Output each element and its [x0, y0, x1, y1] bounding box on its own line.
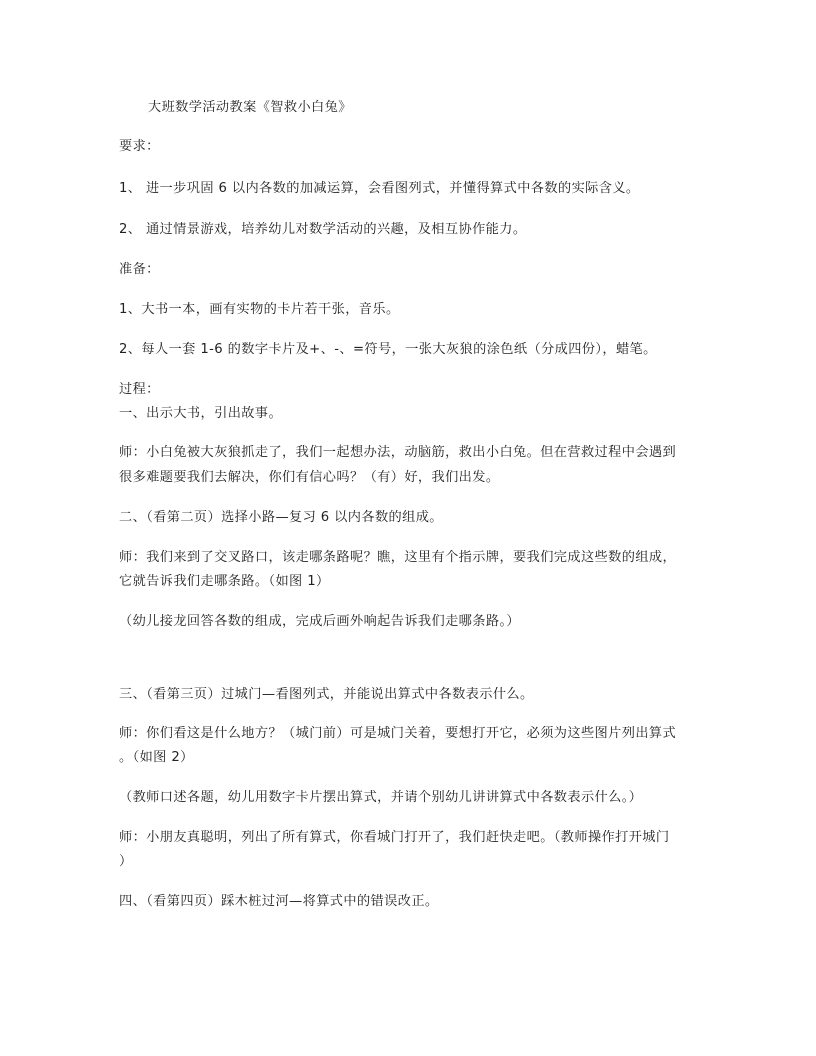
step-heading-1: 一、出示大书，引出故事。: [119, 406, 283, 421]
paragraph-line: ）: [119, 854, 133, 869]
paragraph-line: 。（如图 2）: [119, 750, 194, 765]
step-heading-3: 三、（看第三页）过城门—看图列式，并能说出算式中各数表示什么。: [119, 687, 534, 702]
step-heading-2: 二、（看第二页）选择小路—复习 6 以内各数的组成。: [119, 510, 443, 525]
document-title: 大班数学活动教案《智救小白兔》: [148, 100, 352, 115]
paragraph-line: （幼儿接龙回答各数的组成，完成后画外响起告诉我们走哪条路。）: [119, 614, 521, 629]
requirement-item-2: 2、 通过情景游戏，培养幼儿对数学活动的兴趣，及相互协作能力。: [119, 222, 527, 237]
step-heading-4: 四、（看第四页）踩木桩过河—将算式中的错误改正。: [119, 894, 439, 909]
section-heading-requirements: 要求：: [119, 139, 160, 154]
paragraph-line: 师：小白兔被大灰狼抓走了，我们一起想办法，动脑筋，救出小白兔。但在营救过程中会遇到: [119, 445, 677, 460]
paragraph-line: 很多难题要我们去解决，你们有信心吗？（有）好，我们出发。: [119, 470, 500, 485]
preparation-item-1: 1、大书一本，画有实物的卡片若干张，音乐。: [119, 302, 400, 317]
paragraph-line: 师：我们来到了交叉路口，该走哪条路呢？瞧，这里有个指示牌，要我们完成这些数的组成，: [119, 550, 677, 565]
section-heading-process: 过程：: [119, 382, 160, 397]
section-heading-preparation: 准备：: [119, 262, 160, 277]
paragraph-line: 师：你们看这是什么地方？（城门前）可是城门关着，要想打开它，必须为这些图片列出算式: [119, 726, 677, 741]
requirement-item-1: 1、 进一步巩固 6 以内各数的加减运算，会看图列式，并懂得算式中各数的实际含义。: [119, 181, 640, 196]
preparation-item-2: 2、每人一套 1-6 的数字卡片及+、-、=符号，一张大灰狼的涂色纸（分成四份），蜡笔。: [119, 342, 657, 357]
paragraph-line: 它就告诉我们走哪条路。（如图 1）: [119, 574, 330, 589]
paragraph-line: 师：小朋友真聪明，列出了所有算式，你看城门打开了，我们赶快走吧。（教师操作打开城门: [119, 830, 670, 845]
paragraph-line: （教师口述各题，幼儿用数字卡片摆出算式，并请个别幼儿讲讲算式中各数表示什么。）: [119, 790, 643, 805]
